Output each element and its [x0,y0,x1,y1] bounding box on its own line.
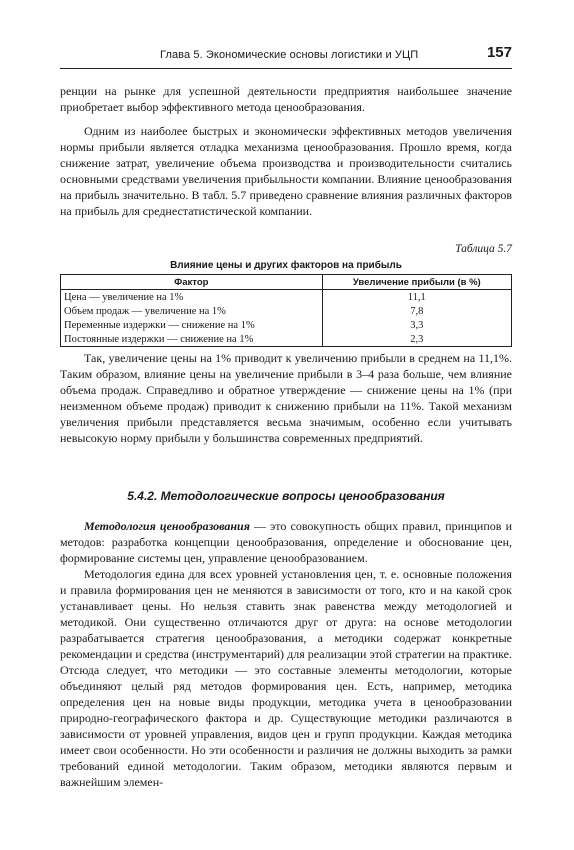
table-row [61,318,512,332]
header-divider [60,68,512,69]
factor-cell: Постоянные издержки — снижение на 1% [61,332,323,347]
profit-cell: 2,3 [322,332,511,347]
factors-table [60,274,512,347]
paragraph-continued [60,83,512,115]
paragraph-5: Методология едина для всех уровней установления цен, т. е. основные положения и правила формирования цен не меняются в зависимости от того, кто и на какой срок устанавливает цены. Но нельзя ставить знак равенства между методологией и методикой. Они существенно отличаются друг от друга: на основе методологии разрабатывается стратегия ценообразования, а методики содержат конкретные рекомендации и средства (инструментарий) для реализации этой стратегии на практике. Отсюда следует, что методики — это составные элементы методологии, которые объединяют целый ряд методов формирования цен. Есть, например, методика определения цен на новые виды продукции, методика учета в ценообразовании природно-географического фактора и др. Существующие методики различаются в зависимости от уровней управления, видов цен и групп продукции. Каждая методика имеет свои особенности. Но эти особенности и различия не должны выходить за рамки требований единой методологии. Таким образом, методики являются первым и важнейшим элемен- [60,567,512,789]
paragraph-block-3 [60,350,512,446]
page-number: 157 [486,44,512,61]
table-title: Влияние цены и других факторов на прибыль [170,260,402,271]
section-heading: 5.4.2. Методологические вопросы ценообразования [127,489,445,503]
profit-cell: 7,8 [322,304,511,318]
paragraph-block-5 [60,566,512,790]
factor-cell: Объем продаж — увеличение на 1% [61,304,323,318]
table-row [61,304,512,318]
paragraph-4 [60,518,512,566]
profit-cell: 3,3 [322,318,511,332]
table-row [61,332,512,347]
table-row [61,290,512,305]
paragraph-2: Одним из наиболее быстрых и экономически эффективных методов увеличения нормы прибыли является отладка механизма ценообразования. Прошло время, когда снижение затрат, увеличение объема производства и производительности считались основными средствами увеличения прибыльности компании. Влияние ценообразования на прибыль значительно. В табл. 5.7 приведено сравнение влияния различных факторов на прибыль для среднестатистической компании. [60,124,512,218]
table-header-row [61,275,512,290]
defined-term: Методология ценообразования [84,519,250,533]
paragraph-block-2 [60,123,512,219]
paragraph-1: ренции на рынке для успешной деятельности предприятия наибольшее значение приобретает выбор эффективного метода ценообразования. [60,84,512,114]
paragraph-3: Так, увеличение цены на 1% приводит к увеличению прибыли в среднем на 11,1%. Таким образом, влияние цены на увеличение прибыли в 3–4 раза больше, чем влияние объема продаж. Справедливо и обратное утверждение — снижение цены на 1% (при неизменном объеме продаж) приводит к снижению прибыли на 11%. Такой механизм увеличения прибыли представляется весьма значимым, особенно если учитывать невысокую норму прибыли у большинства современных предприятий. [60,351,512,445]
profit-cell: 11,1 [322,290,511,305]
factor-cell: Переменные издержки — снижение на 1% [61,318,323,332]
table-caption: Таблица 5.7 [455,243,512,255]
column-header-profit: Увеличение прибыли (в %) [322,275,511,290]
paragraph-block-4 [60,518,512,566]
factor-cell: Цена — увеличение на 1% [61,290,323,305]
chapter-title: Глава 5. Экономические основы логистики и УЦП [160,49,419,61]
definition-text: — это совокупность общих правил, принципов и методов: разработка концепции ценообразования, определение и обоснование цен, формирование системы цен, управление ценообразованием. [60,519,512,565]
running-header [60,44,512,66]
column-header-factor: Фактор [61,275,323,290]
